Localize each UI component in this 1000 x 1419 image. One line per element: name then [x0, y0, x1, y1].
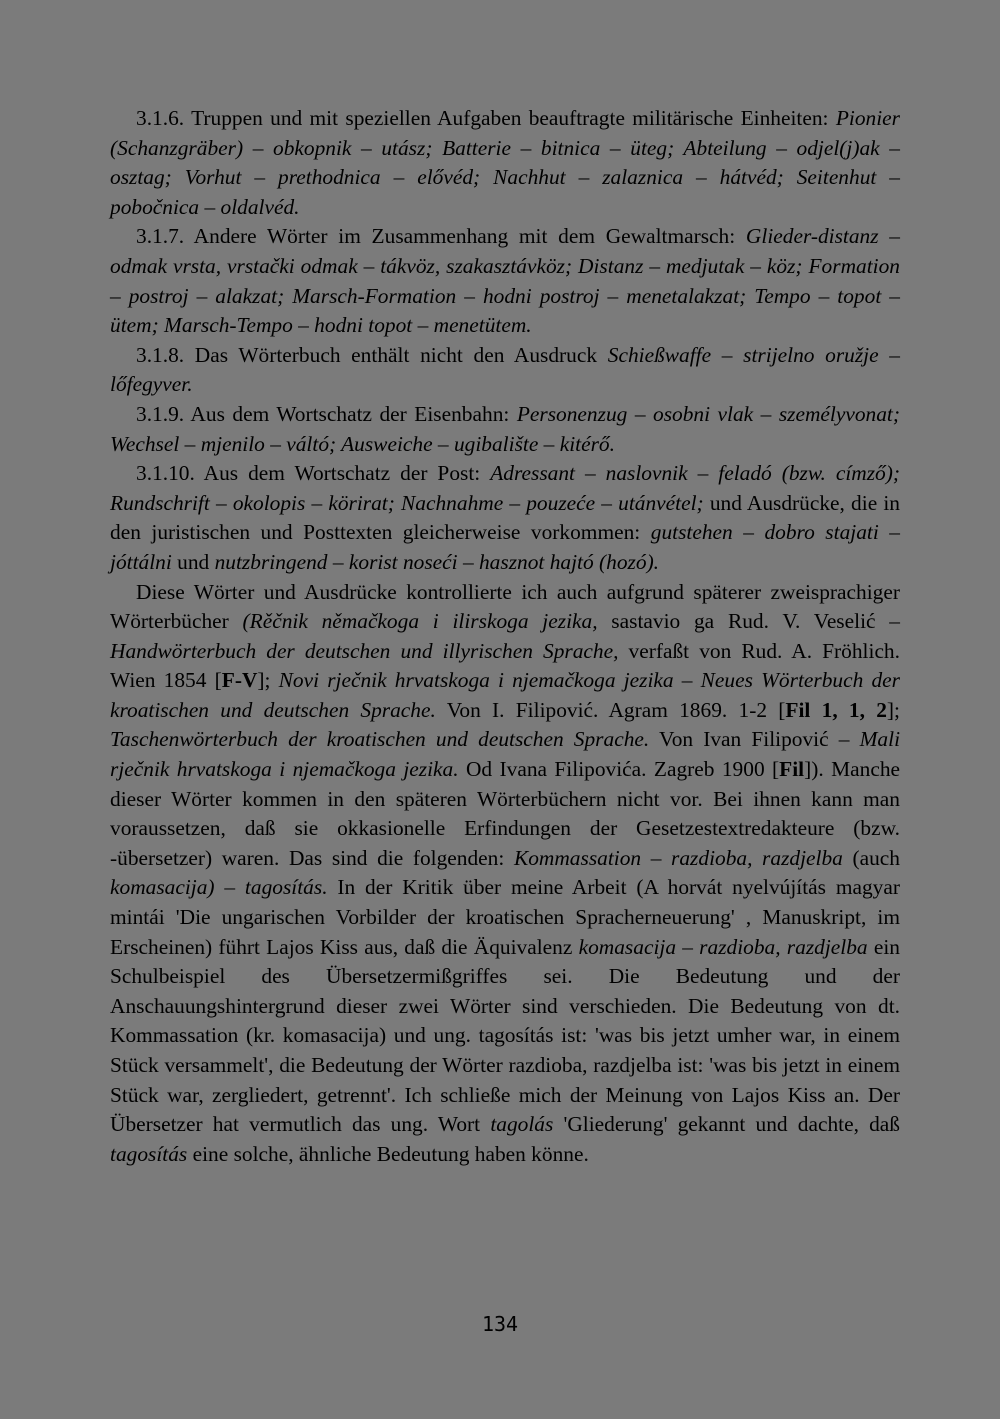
text-run: komasacija – razdioba, razdjelba [578, 934, 868, 959]
text-run: Kommassation – razdioba, razdjelba [513, 845, 843, 870]
text-run: und Ausdrücke, die in den juristischen und Posttexten gleicherweise vorkommen: [110, 490, 900, 545]
text-run: Fil [779, 757, 805, 782]
text-run: Von I. Filipović. Agram 1869. 1-2 [ [435, 697, 786, 722]
paragraph-p318 [110, 341, 900, 400]
text-run: komasacija) – tagosítás. [110, 875, 328, 900]
text-run: (auch [842, 845, 900, 870]
paragraph-p3110 [110, 459, 900, 577]
text-run: ]; [257, 668, 279, 693]
text-run: Taschenwörterbuch der kroatischen und deutschen Sprache. [110, 727, 650, 752]
text-run: Fil 1, 1, 2 [785, 697, 887, 722]
text-run: und [171, 549, 215, 574]
text-run: Novi rječnik hrvatskoga i njemačkoga jezika – Neues Wörterbuch der kroatischen und deutschen Sprache. [110, 668, 900, 722]
text-run: 3.1.7. Andere Wörter im Zusammenhang mit dem Gewaltmarsch: [136, 224, 746, 249]
page-number: 134 [481, 1312, 519, 1336]
text-run: ]; [886, 697, 900, 722]
text-run: Handwörterbuch der deutschen und illyrischen Sprache, [110, 638, 619, 663]
paragraph-pmain [110, 578, 900, 1170]
text-run: tagolás [490, 1112, 554, 1137]
text-run: In der Kritik über meine Arbeit (A horvát nyelvújítás magyar mintái 'Die ungarischen Vorbilder der kroatischen Spracherneuerung' , Manuskript, im Erscheinen) führt Lajos Kiss aus, daß die Äquivalenz [110, 875, 900, 959]
text-run: 3.1.8. Das Wörterbuch enthält nicht den Ausdruck [136, 342, 608, 367]
text-run: Glieder-distanz – odmak vrsta, vrstački odmak – tákvöz, szakasztávköz; Distanz – medjutak – köz; Formation – postroj – alakzat; Marsch-Formation – hodni postroj – menetalakzat; Tempo – topot – ütem; Marsch-Tempo – hodni topot – menetütem. [110, 224, 900, 338]
text-run: F-V [221, 668, 258, 693]
text-run: (Rěčnik němačkoga i ilirskoga jezika, [242, 609, 598, 634]
text-run: tagosítás [110, 1141, 188, 1166]
text-run: Schießwaffe – strijelno oružje – lőfegyver. [110, 342, 900, 397]
paragraph-p317 [110, 222, 900, 340]
text-run: Mali rječnik hrvatskoga i njemačkoga jezika. [110, 727, 901, 782]
text-run: 'Gliederung' gekannt und dachte, daß [553, 1112, 900, 1137]
text-run: eine solche, ähnliche Bedeutung haben könne. [187, 1141, 589, 1166]
body-text [110, 104, 900, 1169]
paragraph-p316 [110, 104, 900, 222]
text-run: ein Schulbeispiel des Übersetzermißgriffes sei. Die Bedeutung und der Anschauungshintergrund dieser zwei Wörter sind verschieden. Die Bedeutung von dt. Kommassation (kr. komasacija) und ung. tagosítás ist: 'was bis jetzt umher war, in einem Stück versammelt', die Bedeutung der Wörter razdioba, razdjelba ist: 'was bis jetzt in einem Stück war, zergliedert, getrennt'. Ich schließe mich der Meinung von Lajos Kiss an. Der Übersetzer hat vermutlich das ung. Wort [110, 934, 900, 1137]
text-run: nutzbringend – korist noseći – hasznot hajtó (hozó). [214, 549, 660, 574]
text-run: gutstehen – dobro stajati – jóttálni [110, 520, 901, 574]
text-run: ]). Manche dieser Wörter kommen in den späteren Wörterbüchern nicht vor. Bei ihnen kann man voraussetzen, daß sie okkasionelle Erfindungen der Gesetzestextredakteure (bzw. -übersetzer) waren. Das sind die folgenden: [110, 757, 901, 870]
text-run: Od Ivana Filipovića. Zagreb 1900 [ [458, 757, 780, 782]
paragraph-p319 [110, 400, 900, 459]
text-run: verfaßt von Rud. A. Fröhlich. Wien 1854 [ [110, 638, 900, 693]
text-run: Pionier (Schanzgräber) – obkopnik – utász; Batterie – bitnica – üteg; Abteilung – odjel(j)ak – osztag; Vorhut – prethodnica – elővéd; Nachhut – zalaznica – hátvéd; Seitenhut – pobočnica – oldalvéd. [110, 106, 900, 219]
text-run: Von Ivan Filipović – [649, 727, 860, 752]
text-run: Diese Wörter und Ausdrücke kontrollierte ich auch aufgrund späterer zweisprachiger Wörterbücher [110, 579, 900, 634]
text-run: 3.1.6. Truppen und mit speziellen Aufgaben beauftragte militärische Einheiten: [136, 106, 836, 130]
text-run: 3.1.10. Aus dem Wortschatz der Post: [136, 461, 491, 486]
text-run: 3.1.9. Aus dem Wortschatz der Eisenbahn: [136, 401, 517, 426]
text-run: Adressant – naslovnik – feladó (bzw. címző); Rundschrift – okolopis – körirat; Nachnahme – pouzeće – utánvétel; [110, 461, 901, 515]
text-run: sastavio ga Rud. V. Veselić – [597, 609, 900, 634]
text-run: Personenzug – osobni vlak – személyvonat; Wechsel – mjenilo – váltó; Ausweiche – ugibalište – kitérő. [110, 401, 901, 456]
